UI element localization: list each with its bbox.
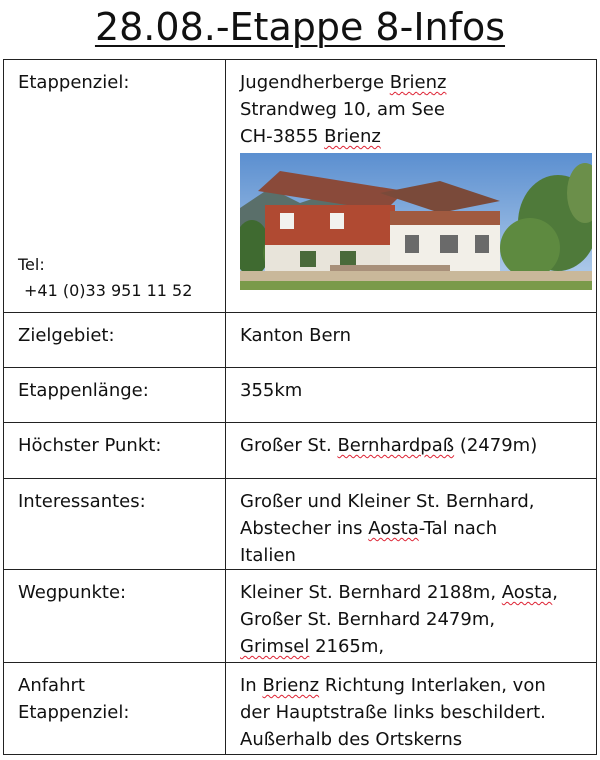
interessantes-line: Großer und Kleiner St. Bernhard, — [240, 491, 535, 512]
phone-block — [18, 252, 192, 304]
interessantes-line: Abstecher ins Aosta-Tal nach — [240, 518, 498, 539]
row-label-cell — [4, 368, 226, 423]
waypoint-line: Kleiner St. Bernhard 2188m, Aosta, — [240, 582, 559, 603]
row-value-cell — [226, 60, 597, 313]
hostel-street: Strandweg 10, am See — [240, 99, 445, 120]
table-row-hoechster-punkt — [4, 423, 597, 479]
page-title: 28.08.-Etappe 8-Infos — [94, 5, 506, 49]
hostel-city: CH-3855 Brienz — [240, 126, 381, 147]
row-label-cell — [4, 663, 226, 755]
interessantes-label: Interessantes: — [18, 491, 146, 512]
directions-line: In Brienz Richtung Interlaken, von — [240, 675, 546, 696]
table-row-wegpunkte — [4, 570, 597, 663]
directions-line: Außerhalb des Ortskerns — [240, 729, 463, 750]
hoechster-punkt-label: Höchster Punkt: — [18, 435, 162, 456]
row-label-cell — [4, 60, 226, 313]
table-row-zielgebiet — [4, 313, 597, 368]
wegpunkte-label: Wegpunkte: — [18, 582, 127, 603]
directions-line: der Hauptstraße links beschildert. — [240, 702, 546, 723]
zielgebiet-label: Zielgebiet: — [18, 325, 115, 346]
row-value-cell — [226, 423, 597, 479]
etappenziel-label: Etappenziel: — [18, 72, 130, 93]
hostel-photo — [240, 153, 592, 290]
hostel-name: Jugendherberge Brienz — [240, 72, 447, 93]
waypoint-line: Grimsel 2165m, — [240, 636, 385, 657]
row-value-cell — [226, 368, 597, 423]
phone-label: Tel: — [18, 255, 45, 274]
phone-number: +41 (0)33 951 11 52 — [24, 281, 193, 300]
anfahrt-label: Etappenziel: — [18, 702, 130, 723]
row-label-cell — [4, 570, 226, 663]
interessantes-line: Italien — [240, 545, 296, 566]
zielgebiet-value: Kanton Bern — [240, 325, 352, 346]
row-label-cell — [4, 423, 226, 479]
anfahrt-label: Anfahrt — [18, 675, 85, 696]
row-value-cell — [226, 570, 597, 663]
etappenlaenge-label: Etappenlänge: — [18, 380, 149, 401]
etappenlaenge-value: 355km — [240, 380, 303, 401]
table-row-interessantes — [4, 479, 597, 570]
table-row-anfahrt — [4, 663, 597, 755]
row-label-cell — [4, 479, 226, 570]
row-value-cell — [226, 663, 597, 755]
row-label-cell — [4, 313, 226, 368]
row-value-cell — [226, 313, 597, 368]
table-row-etappenlaenge — [4, 368, 597, 423]
stage-info-table — [3, 59, 597, 755]
table-row-etappenziel — [4, 60, 597, 313]
row-value-cell — [226, 479, 597, 570]
waypoint-line: Großer St. Bernhard 2479m, — [240, 609, 496, 630]
hoechster-punkt-value: Großer St. Bernhardpaß (2479m) — [240, 435, 538, 456]
